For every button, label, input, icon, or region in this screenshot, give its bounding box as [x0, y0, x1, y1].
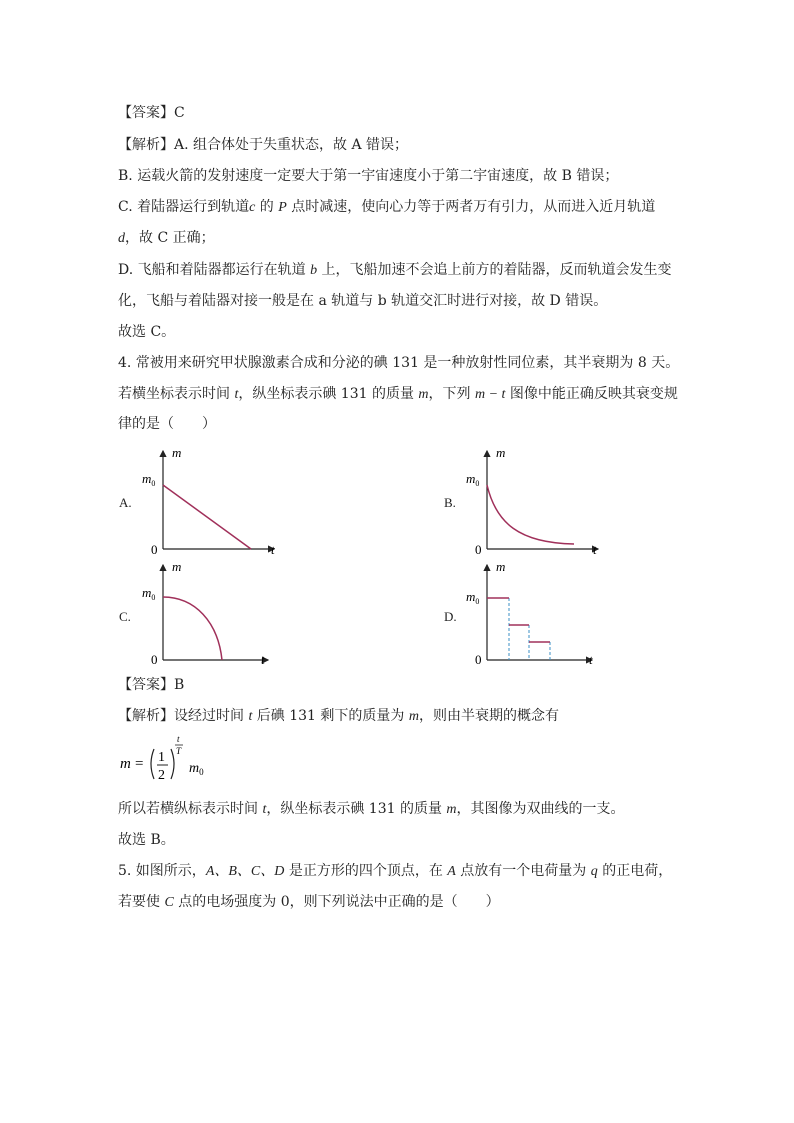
text: D. 飞船和着陆器都运行在轨道: [118, 262, 311, 278]
q4-answer: 【答案】B: [118, 677, 185, 693]
step-dividers: [509, 598, 550, 660]
var-t: t: [262, 802, 267, 817]
text: 的: [255, 199, 279, 215]
var-mt: m − t: [475, 387, 506, 402]
text: 点时减速，使向心力等于两者万有引力，从而进入近月轨道: [286, 199, 656, 215]
text: C. 着陆器运行到轨道: [118, 199, 250, 215]
origin-label: 0: [151, 542, 158, 557]
graph-d: [464, 557, 604, 669]
text: 的正电荷，: [597, 863, 673, 879]
right-paren: [171, 749, 174, 779]
m0-label: $m_0$: [466, 589, 480, 606]
var-b: b: [310, 263, 318, 278]
text: 若要使: [118, 894, 165, 910]
q3-analysis-a: 【解析】A. 组合体处于失重状态，故 A 错误；: [118, 137, 409, 153]
var-t: t: [234, 387, 239, 402]
decay-steps: [487, 598, 550, 642]
q4-explanation: [118, 799, 625, 820]
formula-rhs: $m_0$: [189, 761, 204, 777]
var-a: A: [447, 864, 456, 879]
text: ，其图像为双曲线的一支。: [456, 801, 625, 817]
y-axis-label: m: [496, 559, 506, 574]
text: 点放有一个电荷量为: [455, 863, 591, 879]
q3-conclusion: 故选 C。: [118, 324, 176, 340]
text: ，则由半衰期的概念有: [419, 708, 559, 724]
text: 后碘 131 剩下的质量为: [252, 708, 409, 724]
y-axis-label: m: [172, 445, 182, 460]
option-b-label: B.: [444, 495, 456, 510]
text: ，下列: [428, 386, 475, 402]
text: 若横坐标表示时间: [118, 386, 235, 402]
origin-label: 0: [151, 652, 158, 667]
origin-label: 0: [475, 542, 482, 557]
decay-curve-linear: [163, 485, 251, 549]
y-axis-label: m: [172, 559, 182, 574]
x-axis-label: t: [261, 652, 265, 667]
q5-stem-line1: [118, 861, 672, 882]
text: 【解析】设经过时间: [118, 708, 249, 724]
q3-answer: 【答案】C: [118, 105, 185, 121]
text: ，纵坐标表示碘 131 的质量: [266, 801, 447, 817]
y-axis-label: m: [496, 445, 506, 460]
q3-analysis-c-line2: [118, 228, 215, 249]
half-life-formula: [118, 735, 238, 785]
text: 所以若横纵标表示时间: [118, 801, 263, 817]
formula-numerator: 1: [158, 750, 165, 765]
option-a-label: A.: [119, 495, 132, 510]
x-axis-label: t: [589, 652, 593, 667]
m0-label: $m_0$: [466, 471, 480, 488]
m0-label: $m_0$: [142, 471, 156, 488]
var-t: t: [248, 709, 253, 724]
vertices: A、B、C、D: [205, 864, 285, 879]
q4-stem-line2: [118, 384, 678, 405]
q3-analysis-d-line1: [118, 260, 672, 281]
x-axis-label: t: [593, 542, 597, 557]
formula-denominator: 2: [158, 768, 165, 783]
q3-analysis-c-line1: [118, 197, 655, 218]
var-q: q: [590, 864, 598, 879]
decay-curve-arc: [163, 597, 222, 660]
var-p: P: [278, 200, 287, 215]
graph-b: [464, 443, 604, 558]
text: ，纵坐标表示碘 131 的质量: [238, 386, 419, 402]
exponent-numerator: t: [177, 735, 180, 744]
option-d-label: D.: [444, 609, 457, 624]
text: 5. 如图所示，: [118, 863, 206, 879]
var-m: m: [408, 709, 419, 724]
formula-lhs: m: [120, 756, 131, 772]
var-c: C: [164, 895, 174, 910]
text: 点的电场强度为 0，则下列说法中正确的是（ ）: [173, 894, 500, 910]
text: ，故 C 正确；: [125, 230, 215, 246]
x-axis-label: t: [271, 542, 275, 557]
text: 上，飞船加速不会追上前方的着陆器，反而轨道会发生变: [317, 262, 672, 278]
q4-analysis: [118, 706, 559, 727]
q3-analysis-d-line2: 化，飞船与着陆器对接一般是在 a 轨道与 b 轨道交汇时进行对接，故 D 错误。: [118, 293, 608, 309]
m0-label: $m_0$: [142, 585, 156, 602]
q5-stem-line2: [118, 892, 500, 913]
q4-conclusion: 故选 B。: [118, 832, 175, 848]
text: 是正方形的四个顶点，在: [284, 863, 448, 879]
var-m: m: [446, 802, 457, 817]
var-d: d: [118, 231, 125, 246]
formula-equals: =: [135, 756, 144, 772]
exponent-denominator: T: [176, 746, 182, 756]
var-c: c: [249, 200, 256, 215]
text: 图像中能正确反映其衰变规: [505, 386, 678, 402]
q3-analysis-b: B. 运载火箭的发射速度一定要大于第一宇宙速度小于第二宇宙速度，故 B 错误；: [118, 168, 619, 184]
decay-curve-exponential: [487, 485, 574, 544]
q4-stem-line1: 4. 常被用来研究甲状腺激素合成和分泌的碘 131 是一种放射性同位素，其半衰期为 8 天。: [118, 355, 680, 371]
graph-c: [140, 557, 280, 669]
origin-label: 0: [475, 652, 482, 667]
graph-a: [140, 443, 280, 558]
option-c-label: C.: [119, 609, 131, 624]
left-paren: [151, 749, 154, 779]
q4-stem-line3: 律的是（ ）: [118, 416, 216, 432]
var-m: m: [418, 387, 429, 402]
